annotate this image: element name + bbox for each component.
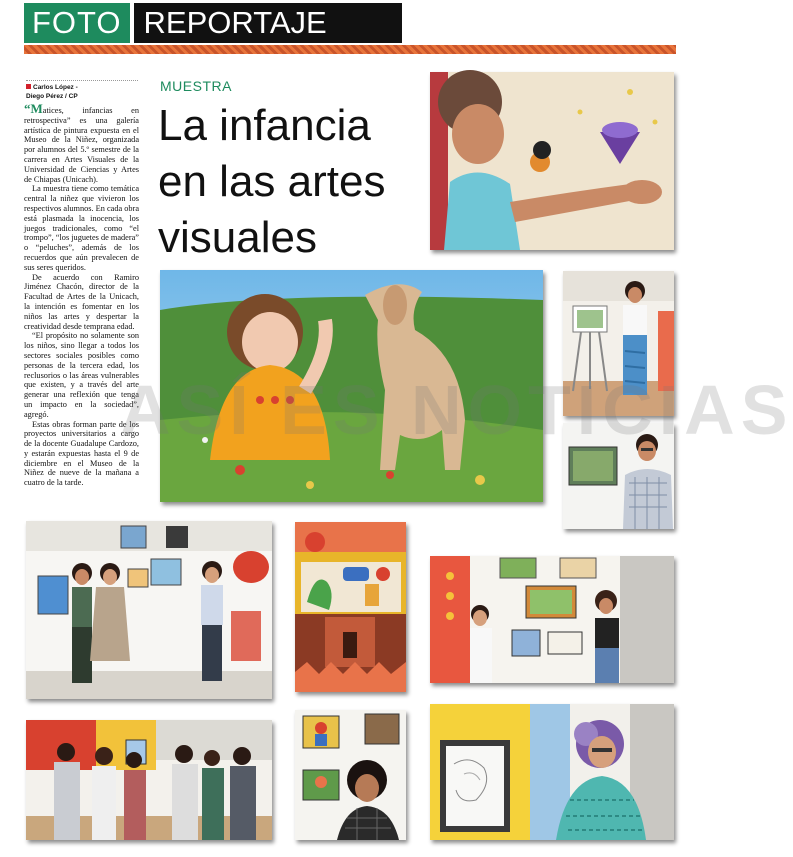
photo-two-girls-paintings — [430, 556, 674, 683]
lead-mark: “M — [24, 101, 43, 116]
byline-author-1: Carlos López - — [26, 83, 138, 92]
photo-visitors-exhibition — [26, 720, 272, 840]
photo-girl-curly-hair — [295, 710, 406, 840]
photo-children-painting — [295, 522, 406, 692]
article-paragraph: La muestra tiene como temática central la niñez que vivieron los respectivos alumnos. En cada obra está plasmada la inocencia, los juegos tradicionales, como “el trompo”, “los juguetes de madera” o “peluches”, además de los recuerdos que aún prevalecen de sus seres queridos. — [24, 184, 139, 272]
article-paragraph: Estas obras forman parte de los proyectos universitarios a cargo de la docente Guadalupe Cardozo, y estarán expuestas hasta el 9 de diciembre en el Museo de la Niñez de nueve de la mañana a cuatro de la tarde. — [24, 419, 139, 488]
section-header — [24, 3, 402, 43]
byline-author-2: Diego Pérez / CP — [26, 93, 78, 100]
kicker: MUESTRA — [160, 78, 232, 94]
article-paragraph: “Matices, infancias en retrospectiva” es una galería artística de pintura expuesta en el Museo de la Niñez, organizada por alumnos del 5.º semestre de la carrera en Artes Visuales de la Universidad de Ciencias y Artes de Chiapas (Unicach). — [24, 101, 139, 184]
article-paragraph: De acuerdo con Ramiro Jiménez Chacón, director de la Facultad de Artes de la Unicach, la intención es fomentar en los niños las artes y despertar la creatividad desde temprana edad. — [24, 272, 139, 331]
header-stripe — [24, 45, 676, 54]
article-paragraph: “El propósito no solamente son los niños, sino llegar a todos los sectores sociales posibles como personas de la tercera edad, los reclusorios o las áreas vulnerables que existen, y a través del arte generar una reflexión que tenga un impacto en la sociedad”, agregó. — [24, 331, 139, 419]
headline: La infancia en las artes visuales — [158, 101, 386, 262]
byline — [26, 80, 138, 101]
photo-three-girls-gallery — [26, 521, 272, 699]
watermark: ASÍ ES NOTICIAS — [120, 371, 793, 449]
section-label-reportaje: REPORTAJE — [134, 3, 402, 43]
photo-mural-boy — [430, 72, 674, 250]
photo-woman-with-drawing — [430, 704, 674, 840]
section-label-foto: FOTO — [24, 3, 130, 43]
